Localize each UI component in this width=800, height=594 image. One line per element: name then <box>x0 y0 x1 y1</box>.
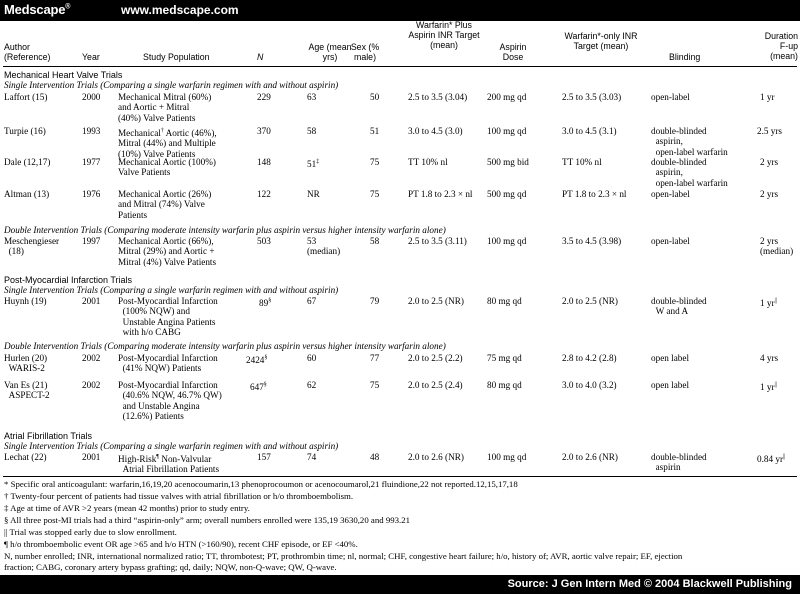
cell-author: Laffort (15) <box>4 92 48 102</box>
cell-population: Post-Myocardial Infarction (100% NQW) and Unstable Angina Patients with h/o CABG <box>118 296 218 337</box>
cell-sex: 50 <box>370 92 380 102</box>
cell-population: Mechanical Aortic (26%) and Mitral (74%) Valve Patients <box>118 189 212 220</box>
footnote-1: * Specific oral anticoagulant: warfarin,16,19,20 acenocoumarin,13 phenoprocoumon or acenocoumarol,21 fluindione,22 not reported.12,15,17,18 <box>4 479 518 489</box>
cell-population: Post-Myocardial Infarction (41% NQW) Patients <box>118 353 218 374</box>
cell-year: 2002 <box>82 353 101 363</box>
col-population: Study Population <box>143 52 210 62</box>
cell-aspirin-dose: 500 mg qd <box>487 189 527 199</box>
cell-duration: 2 yrs <box>760 189 779 199</box>
cell-age: 53 (median) <box>307 236 341 257</box>
cell-duration: 2 yrs (median) <box>760 236 794 257</box>
cell-warfarin-target: 2.0 to 2.5 (NR) <box>562 296 618 306</box>
source-bar <box>0 575 800 594</box>
cell-aspirin-dose: 100 mg qd <box>487 126 527 136</box>
source-citation: Source: J Gen Intern Med © 2004 Blackwell Publishing <box>507 578 792 590</box>
cell-sex: 51 <box>370 126 380 136</box>
col-year: Year <box>82 52 100 62</box>
col-aspirin-dose: Aspirin Dose <box>499 42 527 62</box>
cell-sex: 77 <box>370 353 380 363</box>
cell-year: 1997 <box>82 236 101 246</box>
cell-population: Mechanical Aortic (66%), Mitral (29%) and Aortic + Mitral (4%) Valve Patients <box>118 236 217 267</box>
cell-aspirin-dose: 100 mg qd <box>487 236 527 246</box>
cell-combo-target: 3.0 to 4.5 (3.0) <box>408 126 463 136</box>
cell-author: Lechat (22) <box>4 452 47 462</box>
cell-sex: 75 <box>370 157 380 167</box>
cell-aspirin-dose: 75 mg qd <box>487 353 522 363</box>
cell-year: 1977 <box>82 157 101 167</box>
cell-duration: 4 yrs <box>760 353 779 363</box>
cell-combo-target: 2.0 to 2.5 (NR) <box>408 296 464 306</box>
cell-combo-target: 2.0 to 2.5 (2.2) <box>408 353 463 363</box>
footnote-3: ‡ Age at time of AVR >2 years (mean 42 months) prior to study entry. <box>4 503 250 513</box>
cell-year: 2001 <box>82 452 101 462</box>
cell-warfarin-target: 2.8 to 4.2 (2.8) <box>562 353 617 363</box>
cell-combo-target: 2.0 to 2.5 (2.4) <box>408 380 463 390</box>
footnote-abbreviations-cont: fraction; CABG, coronary artery bypass grafting; qd, daily; NQW, non-Q-wave; QW, Q-wave. <box>4 562 337 572</box>
cell-sex: 58 <box>370 236 380 246</box>
cell-year: 1976 <box>82 189 101 199</box>
cell-blinding: double-blinded W and A <box>651 296 707 317</box>
cell-author: Altman (13) <box>4 189 50 199</box>
cell-n: 148 <box>257 157 271 167</box>
section-heading-af: Atrial Fibrillation Trials <box>4 431 93 441</box>
medscape-header-bar <box>0 0 800 21</box>
cell-n: 229 <box>257 92 271 102</box>
footnote-2: † Twenty-four percent of patients had tissue valves with atrial fibrillation or h/o thromboembolism. <box>4 491 354 501</box>
cell-sex: 75 <box>370 380 380 390</box>
cell-blinding: open-label <box>651 92 690 102</box>
cell-combo-target: PT 1.8 to 2.3 × nl <box>408 189 473 199</box>
footnote-6: ¶ h/o thromboembolic event OR age >65 and h/o HTN (>160/90), recent CHF episode, or EF <40%. <box>4 539 358 549</box>
subsection-single-1: Single Intervention Trials (Comparing a single warfarin regimen with and without aspirin) <box>4 80 339 90</box>
cell-aspirin-dose: 80 mg qd <box>487 296 522 306</box>
col-age: Age (mean yrs) <box>308 42 352 62</box>
cell-age: 74 <box>307 452 317 462</box>
cell-population: Mechanical Aortic (100%) Valve Patients <box>118 157 216 178</box>
cell-age: 62 <box>307 380 317 390</box>
cell-n: 157 <box>257 452 271 462</box>
footnote-5: || Trial was stopped early due to slow enrollment. <box>4 527 177 537</box>
col-author: Author (Reference) <box>4 42 51 62</box>
cell-duration: 1 yr|| <box>760 298 777 309</box>
cell-age: NR <box>307 189 320 199</box>
cell-age: 51‡ <box>307 159 320 170</box>
cell-blinding: open label <box>651 380 690 390</box>
cell-combo-target: 2.0 to 2.6 (NR) <box>408 452 464 462</box>
cell-warfarin-target: PT 1.8 to 2.3 × nl <box>562 189 627 199</box>
cell-combo-target: 2.5 to 3.5 (3.11) <box>408 236 467 246</box>
cell-duration: 2 yrs <box>760 157 779 167</box>
cell-year: 2000 <box>82 92 101 102</box>
cell-year: 1993 <box>82 126 101 136</box>
cell-aspirin-dose: 500 mg bid <box>487 157 529 167</box>
cell-blinding: open-label <box>651 236 690 246</box>
col-duration: Duration F-up (mean) <box>764 31 798 61</box>
cell-warfarin-target: 3.0 to 4.0 (3.2) <box>562 380 617 390</box>
cell-population: Mechanical† Aortic (46%), Mitral (44%) and Multiple (10%) Valve Patients <box>118 128 217 159</box>
cell-warfarin-target: 3.5 to 4.5 (3.98) <box>562 236 622 246</box>
cell-duration: 1 yr|| <box>760 382 777 393</box>
cell-warfarin-target: TT 10% nl <box>562 157 602 167</box>
header-divider <box>3 66 797 67</box>
cell-n: 122 <box>257 189 271 199</box>
cell-warfarin-target: 3.0 to 4.5 (3.1) <box>562 126 617 136</box>
cell-duration: 1 yr <box>760 92 775 102</box>
footnote-abbreviations: N, number enrolled; INR, international normalized ratio; TT, thrombotest; PT, prothrombin time; nl, normal; CHF, congestive heart failure; h/o, history of; AVR, aortic valve repair; EF, ejection <box>4 551 683 561</box>
cell-combo-target: TT 10% nl <box>408 157 448 167</box>
subsection-double-1: Double Intervention Trials (Comparing moderate intensity warfarin plus aspirin versus higher intensity warfarin alone) <box>4 225 446 235</box>
cell-age: 58 <box>307 126 317 136</box>
cell-sex: 48 <box>370 452 380 462</box>
site-url-link[interactable]: www.medscape.com <box>121 3 239 17</box>
cell-aspirin-dose: 100 mg qd <box>487 452 527 462</box>
subsection-single-2: Single Intervention Trials (Comparing a single warfarin regimen with and without aspirin) <box>4 285 339 295</box>
cell-n: 647§ <box>250 382 267 393</box>
cell-n: 370 <box>257 126 271 136</box>
col-sex: Sex (% male) <box>350 42 380 62</box>
footnote-4: § All three post-MI trials had a third “aspirin-only” arm; overall numbers enrolled were 135,19 3630,20 and 993.21 <box>4 515 411 525</box>
cell-sex: 75 <box>370 189 380 199</box>
cell-blinding: double-blinded aspirin, open-label warfarin <box>651 157 728 188</box>
cell-n: 89§ <box>259 298 272 309</box>
cell-author: Hurlen (20) WARIS-2 <box>4 353 48 374</box>
cell-duration: 2.5 yrs <box>757 126 783 136</box>
section-heading-mhv: Mechanical Heart Valve Trials <box>4 70 123 80</box>
cell-author: Huynh (19) <box>4 296 47 306</box>
cell-combo-target: 2.5 to 3.5 (3.04) <box>408 92 468 102</box>
cell-aspirin-dose: 200 mg qd <box>487 92 527 102</box>
cell-n: 503 <box>257 236 271 246</box>
cell-author: Dale (12,17) <box>4 157 51 167</box>
cell-population: Post-Myocardial Infarction (40.6% NQW, 46.7% QW) and Unstable Angina (12.6%) Patients <box>118 380 222 421</box>
cell-n: 2424§ <box>246 355 268 366</box>
medscape-logo[interactable]: Medscape® <box>4 2 71 17</box>
cell-aspirin-dose: 80 mg qd <box>487 380 522 390</box>
section-heading-pmi: Post-Myocardial Infarction Trials <box>4 275 133 285</box>
cell-age: 67 <box>307 296 317 306</box>
cell-sex: 79 <box>370 296 380 306</box>
cell-year: 2001 <box>82 296 101 306</box>
cell-blinding: double-blinded aspirin <box>651 452 707 473</box>
cell-duration: 0.84 yr|| <box>757 454 786 465</box>
cell-population: High-Risk¶ Non-Valvular Atrial Fibrillation Patients <box>118 454 220 475</box>
subsection-single-3: Single Intervention Trials (Comparing a single warfarin regimen with and without aspirin) <box>4 441 339 451</box>
cell-warfarin-target: 2.5 to 3.5 (3.03) <box>562 92 622 102</box>
cell-year: 2002 <box>82 380 101 390</box>
cell-author: Meschengieser (18) <box>4 236 60 257</box>
cell-author: Turpie (16) <box>4 126 46 136</box>
cell-blinding: double-blinded aspirin, open-label warfarin <box>651 126 728 157</box>
col-blinding: Blinding <box>669 52 701 62</box>
cell-age: 63 <box>307 92 317 102</box>
table-bottom-divider <box>3 476 797 477</box>
cell-age: 60 <box>307 353 317 363</box>
col-combo-target: Warfarin* Plus Aspirin INR Target (mean) <box>408 20 480 50</box>
col-warfarin-target: Warfarin*-only INR Target (mean) <box>564 31 638 51</box>
subsection-double-2: Double Intervention Trials (Comparing moderate intensity warfarin plus aspirin versus higher intensity warfarin alone) <box>4 341 446 351</box>
cell-population: Mechanical Mitral (60%) and Aortic + Mitral (40%) Valve Patients <box>118 92 212 123</box>
cell-warfarin-target: 2.0 to 2.6 (NR) <box>562 452 618 462</box>
cell-blinding: open label <box>651 353 690 363</box>
cell-author: Van Es (21) ASPECT-2 <box>4 380 50 401</box>
col-n: N <box>257 52 264 62</box>
cell-blinding: open-label <box>651 189 690 199</box>
